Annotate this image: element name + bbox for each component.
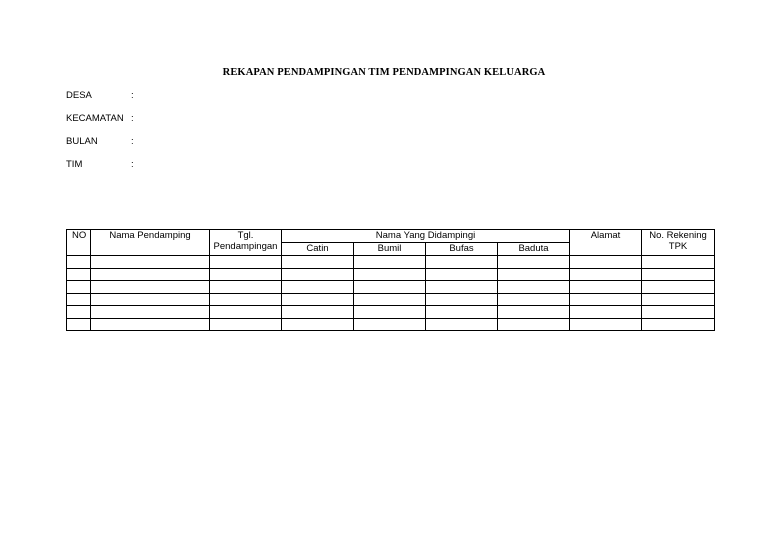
document-title: REKAPAN PENDAMPINGAN TIM PENDAMPINGAN KELUARGA	[222, 67, 546, 78]
table-cell	[210, 281, 282, 294]
table-cell	[498, 268, 570, 281]
header-tgl-line1: Tgl.	[237, 230, 254, 241]
header-tgl-line2: Pendampingan	[213, 241, 278, 252]
table-cell	[210, 256, 282, 269]
field-label: DESA	[66, 90, 92, 101]
header-no-rekening	[642, 230, 715, 256]
table-row	[67, 281, 715, 294]
field-desa	[66, 90, 139, 102]
header-nama-didampingi: Nama Yang Didampingi	[282, 230, 570, 243]
header-rekening-line2: TPK	[668, 241, 688, 252]
table-cell	[91, 281, 210, 294]
table-cell	[570, 306, 642, 319]
table-cell	[498, 281, 570, 294]
table-cell	[498, 306, 570, 319]
table-cell	[498, 293, 570, 306]
table-cell	[354, 256, 426, 269]
table-cell	[67, 281, 91, 294]
table-cell	[642, 318, 715, 331]
field-label: TIM	[66, 159, 83, 170]
table-cell	[642, 268, 715, 281]
field-colon: :	[131, 159, 134, 170]
table-cell	[426, 306, 498, 319]
table-cell	[210, 306, 282, 319]
field-colon: :	[131, 136, 134, 147]
table-cell	[642, 281, 715, 294]
table-row	[67, 318, 715, 331]
header-alamat: Alamat	[570, 230, 642, 256]
table-cell	[570, 256, 642, 269]
field-bulan	[66, 136, 139, 148]
table-cell	[570, 281, 642, 294]
table-cell	[282, 293, 354, 306]
table-row	[67, 306, 715, 319]
table-cell	[67, 256, 91, 269]
table-cell	[210, 318, 282, 331]
subheader-catin: Catin	[282, 243, 354, 256]
table-cell	[210, 293, 282, 306]
subheader-bufas: Bufas	[426, 243, 498, 256]
table-cell	[282, 256, 354, 269]
table-cell	[91, 306, 210, 319]
table-cell	[354, 268, 426, 281]
header-tgl-pendampingan	[210, 230, 282, 256]
table-cell	[426, 318, 498, 331]
table-row	[67, 268, 715, 281]
table-cell	[642, 293, 715, 306]
table-cell	[91, 256, 210, 269]
table-cell	[282, 318, 354, 331]
table-cell	[570, 268, 642, 281]
table-cell	[67, 306, 91, 319]
header-no: NO	[67, 230, 91, 256]
table-cell	[91, 293, 210, 306]
table-body	[67, 256, 715, 331]
table-cell	[282, 281, 354, 294]
subheader-bumil: Bumil	[354, 243, 426, 256]
field-tim	[66, 159, 139, 171]
table-cell	[282, 268, 354, 281]
table-cell	[426, 293, 498, 306]
table-cell	[354, 318, 426, 331]
table-row	[67, 256, 715, 269]
table-cell	[570, 293, 642, 306]
table-cell	[91, 318, 210, 331]
table-cell	[210, 268, 282, 281]
table-cell	[354, 293, 426, 306]
table-cell	[642, 256, 715, 269]
table-cell	[498, 318, 570, 331]
table-cell	[426, 281, 498, 294]
table-cell	[91, 268, 210, 281]
header-rekening-line1: No. Rekening	[649, 230, 707, 241]
field-label: KECAMATAN	[66, 113, 124, 124]
field-label: BULAN	[66, 136, 98, 147]
table-cell	[354, 281, 426, 294]
field-colon: :	[131, 90, 134, 101]
table-cell	[67, 268, 91, 281]
table-cell	[570, 318, 642, 331]
field-colon: :	[131, 113, 134, 124]
table-cell	[426, 256, 498, 269]
subheader-baduta: Baduta	[498, 243, 570, 256]
table-row	[67, 293, 715, 306]
table-cell	[426, 268, 498, 281]
table-cell	[67, 293, 91, 306]
table-cell	[498, 256, 570, 269]
table-cell	[282, 306, 354, 319]
table-cell	[642, 306, 715, 319]
rekap-table	[66, 229, 715, 331]
field-kecamatan	[66, 113, 139, 125]
table-cell	[354, 306, 426, 319]
header-nama-pendamping: Nama Pendamping	[91, 230, 210, 256]
table-cell	[67, 318, 91, 331]
